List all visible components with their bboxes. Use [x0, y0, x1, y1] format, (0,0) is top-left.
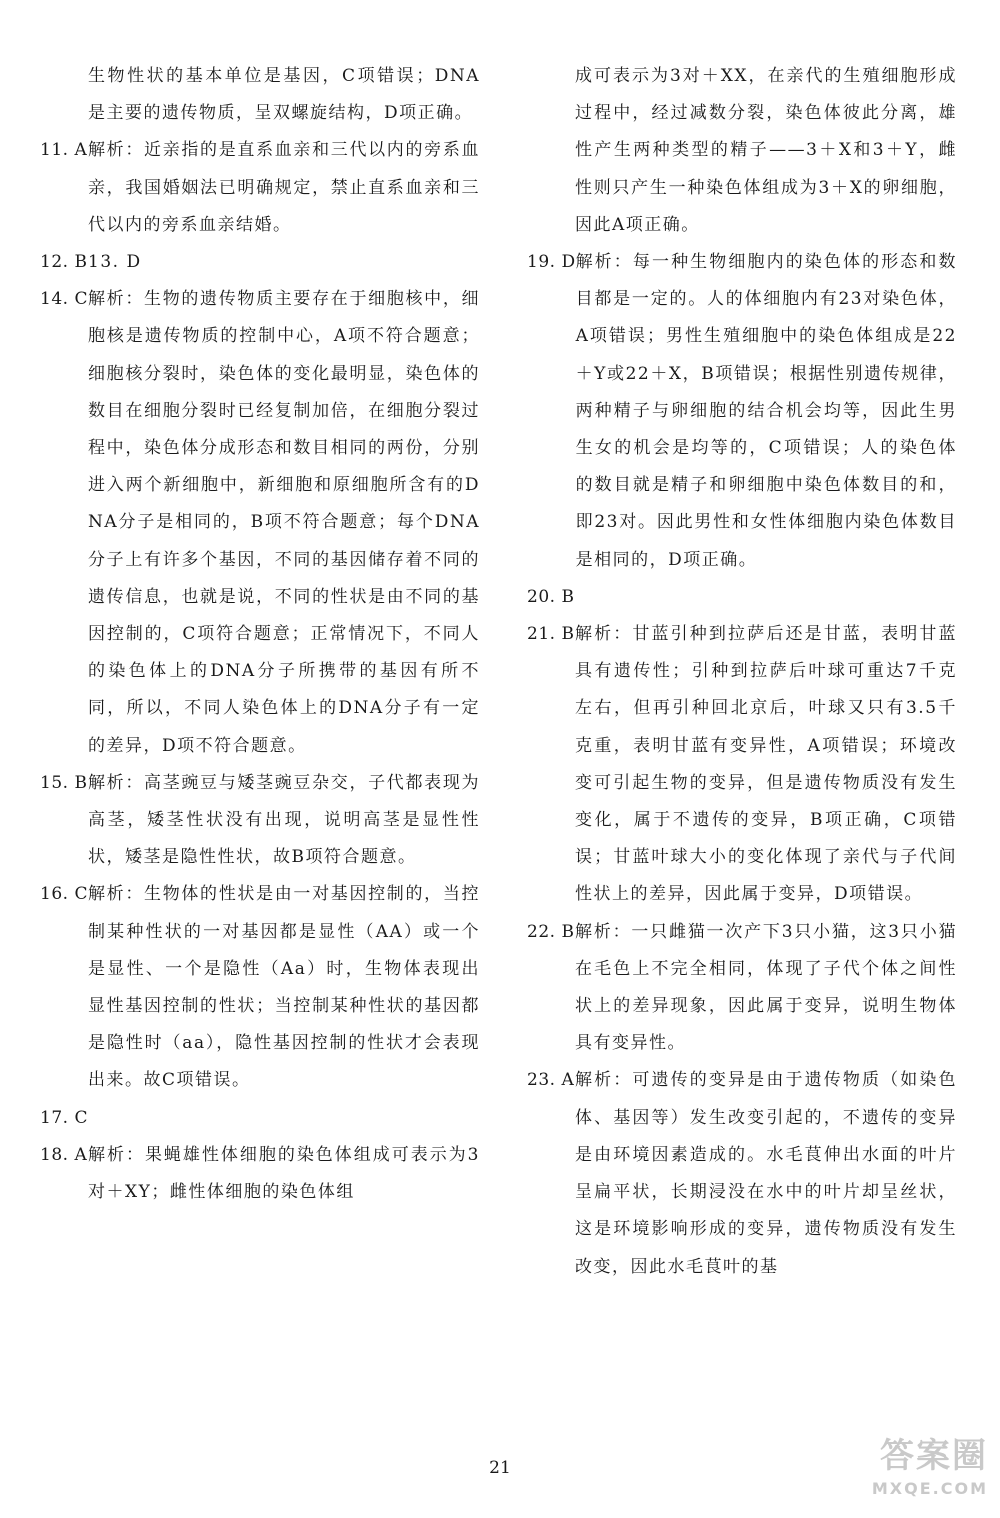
answer-explanation: 解析：近亲指的是直系血亲和三代以内的旁系血亲，我国婚姻法已明确规定，禁止直系血亲和三代以内的旁系血亲结婚。	[88, 140, 480, 235]
answer-explanation: 解析：一只雌猫一次产下3只小猫，这3只小猫在毛色上不完全相同，体现了子代个体之间性状上的差异现象，因此属于变异，说明生物体具有变异性。	[575, 921, 957, 1054]
answer-entry	[527, 616, 957, 914]
page-number: 21	[489, 1458, 511, 1478]
question-number: 11. A	[40, 140, 88, 161]
answer-entry	[40, 281, 480, 765]
answer-entry	[527, 1062, 957, 1285]
watermark-url: MXQE.COM	[871, 1479, 988, 1498]
answer-entry	[40, 244, 480, 281]
answer-entry	[527, 244, 957, 579]
question-number: 20. B	[527, 586, 575, 607]
question-number: 19. D	[527, 252, 576, 273]
question-number: 23. A	[527, 1070, 575, 1091]
answer-explanation: 解析：可遗传的变异是由于遗传物质（如染色体、基因等）发生改变引起的，不遗传的变异是由环境因素造成的。水毛茛伸出水面的叶片呈扁平状，长期浸没在水中的叶片却呈丝状，这是环境影响形成的变异，遗传物质没有发生改变，因此水毛茛叶的基	[575, 1070, 957, 1277]
answer-entry	[40, 765, 480, 877]
question-number: 15. B	[40, 772, 88, 793]
question-number: 21. B	[527, 624, 575, 645]
answer-explanation: 解析：果蝇雄性体细胞的染色体组成可表示为3对＋XY；雌性体细胞的染色体组	[88, 1144, 480, 1203]
answer-entry	[40, 1100, 480, 1137]
answer-explanation: 解析：生物的遗传物质主要存在于细胞核中，细胞核是遗传物质的控制中心，A项不符合题意；细胞核分裂时，染色体的变化最明显，染色体的数目在细胞分裂时已经复制加倍，在细胞分裂过程中，染色体分成形态和数目相同的两份，分别进入两个新细胞中，新细胞和原细胞所含有的DNA分子是相同的，B项不符合题意；每个DNA分子上有许多个基因，不同的基因储存着不同的遗传信息，也就是说，不同的性状是由不同的基因控制的，C项符合题意；正常情况下，不同人的染色体上的DNA分子所携带的基因有所不同，所以，不同人染色体上的DNA分子有一定的差异，D项不符合题意。	[88, 289, 480, 756]
answer-entry	[40, 1137, 480, 1211]
answer-explanation: 解析：每一种生物细胞内的染色体的形态和数目都是一定的。人的体细胞内有23对染色体，A项错误；男性生殖细胞中的染色体组成是22＋Y或22＋X，B项错误；根据性别遗传规律，两种精子与卵细胞的结合机会均等，因此生男生女的机会是均等的，C项错误；人的染色体的数目就是精子和卵细胞中染色体数目的和，即23对。因此男性和女性体细胞内染色体数目是相同的，D项正确。	[575, 252, 957, 570]
question-number: 16. C	[40, 884, 88, 905]
question-number: 18. A	[40, 1144, 88, 1165]
answer-entry	[40, 58, 480, 132]
left-column	[40, 58, 480, 1211]
question-number: 14. C	[40, 289, 88, 310]
watermark-logo	[838, 1434, 988, 1512]
question-number: 22. B	[527, 921, 575, 942]
answer-explanation: 解析：高茎豌豆与矮茎豌豆杂交，子代都表现为高茎，矮茎性状没有出现，说明高茎是显性性状，矮茎是隐性性状，故B项符合题意。	[88, 772, 480, 868]
answer-entry	[527, 58, 957, 244]
question-number: 17. C	[40, 1107, 88, 1128]
watermark-text: 答案圈	[880, 1436, 988, 1476]
question-number: 12. B	[40, 252, 88, 273]
answer-explanation: 解析：甘蓝引种到拉萨后还是甘蓝，表明甘蓝具有遗传性；引种到拉萨后叶球可重达7千克左右，但再引种回北京后，叶球又只有3.5千克重，表明甘蓝有变异性，A项错误；环境改变可引起生物的变异，但是遗传物质没有发生变化，属于不遗传的变异，B项正确，C项错误；甘蓝叶球大小的变化体现了亲代与子代间性状上的差异，因此属于变异，D项错误。	[575, 624, 957, 905]
answer-explanation: 生物性状的基本单位是基因，C项错误；DNA是主要的遗传物质，呈双螺旋结构，D项正确。	[88, 66, 480, 124]
right-column	[527, 58, 957, 1286]
answer-entry	[40, 132, 480, 244]
answer-explanation: 13. D	[88, 252, 142, 273]
answer-entry	[40, 876, 480, 1099]
answer-entry	[527, 579, 957, 616]
answer-explanation: 解析：生物体的性状是由一对基因控制的，当控制某种性状的一对基因都是显性（AA）或一个是显性、一个是隐性（Aa）时，生物体表现出显性基因控制的性状；当控制某种性状的基因都是隐性时（aa），隐性基因控制的性状才会表现出来。故C项错误。	[88, 884, 480, 1091]
answer-entry	[527, 914, 957, 1063]
answer-explanation: 成可表示为3对＋XX，在亲代的生殖细胞形成过程中，经过减数分裂，染色体彼此分离，雄性产生两种类型的精子——3＋X和3＋Y，雌性则只产生一种染色体组成为3＋X的卵细胞，因此A项正确。	[575, 66, 957, 235]
